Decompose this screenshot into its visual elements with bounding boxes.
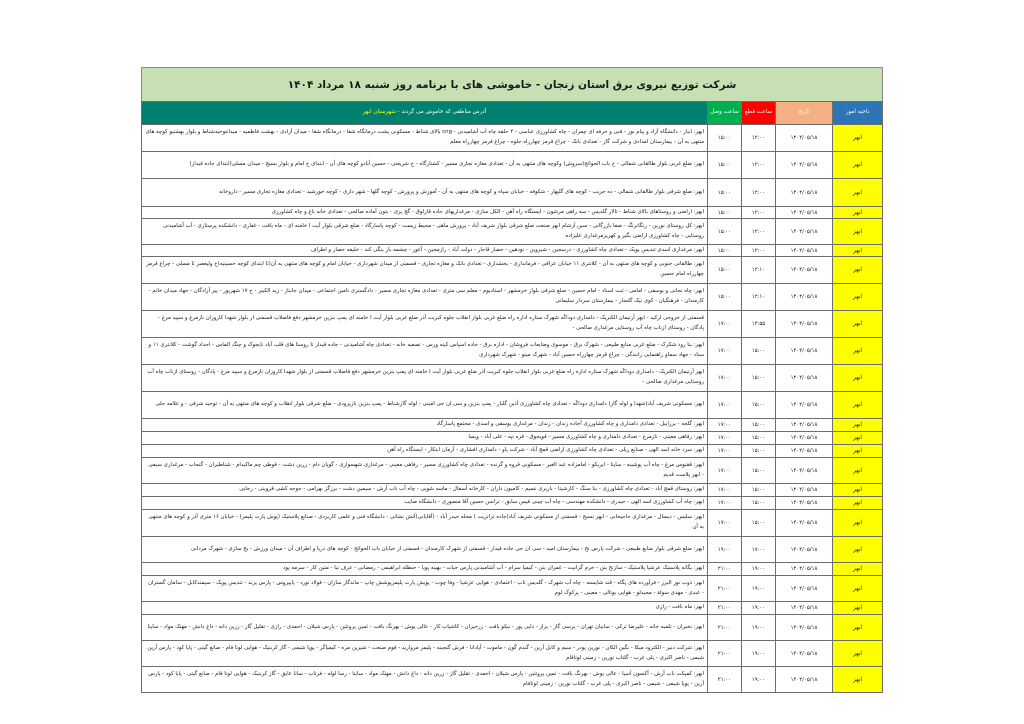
date-cell: ۱۴۰۴/۰۵/۱۸ bbox=[776, 257, 833, 284]
connect-time-cell: ۱۷:۰۰ bbox=[708, 432, 742, 445]
date-cell: ۱۴۰۴/۰۵/۱۸ bbox=[776, 510, 833, 537]
address-cell: ابهر: ذوب نور البرز - فرآورده های پگاه - قند شایسته - چاه آب شهرک - گلدیس تاب - اعتمادی - هوایی عرشیا - وفا چوب - پویش پارت پلیمرپوشش چاپ - ماندگار سازان - فولاد نورد - پاپیروس - پارس پرند - تندیس پویک - سیمندکابل - سامان گستران - عبدی - مهدی سولة - مجیدلو - هوایی بوتالی - معینی - پرکوک لوم bbox=[142, 576, 708, 602]
table-row bbox=[142, 458, 883, 484]
cut-time-cell: ۱۲:۰۰ bbox=[742, 207, 776, 219]
connect-time-cell: ۱۷:۰۰ bbox=[708, 311, 742, 338]
area-cell: ابهر bbox=[833, 365, 883, 392]
date-cell: ۱۴۰۴/۰۵/۱۸ bbox=[776, 667, 833, 693]
address-cell: ابهر: کل روستای نورین - رنگانرنگ - صفا بازرگانی - سین آرشام ابهر صنعت ضلع شرقی بلوار شریف آباد - پرورش ماهی - محیط زیست - کوچه پاسارگاد - ضلع شرقی بلوار آیت ا خامنه ای - ماه بافت - غفاری - دانشکده پرستاری - آب آشامیدنی روستایی - چاه کشاورزی اراضی بگیر و کهریزمرغداری علیزاده bbox=[142, 219, 708, 245]
cut-time-cell: ۱۹:۰۰ bbox=[742, 602, 776, 615]
table-row bbox=[142, 392, 883, 419]
area-cell: ابهر bbox=[833, 245, 883, 257]
cut-time-cell: ۱۵:۰۰ bbox=[742, 392, 776, 419]
area-cell: ابهر bbox=[833, 576, 883, 602]
date-cell: ۱۴۰۴/۰۵/۱۸ bbox=[776, 219, 833, 245]
address-cell: ابهر: بنا رود شکرک - ضلع غربی منابع طبیعی - شهرک برق - موسوی وضایعات فروشان - اداره برق - جاده اسپاس کینه ورس - تصفیه خانه - تعدادی چاه آشامیدنی - جاده قیدار تا روستا های قلب آباد نابجوک و چنگ الماس - اجداد گوشت - کلانتری ۱۱ و ستاد - جهاد سماو راهنمایی رانندگی - چراغ قرمز چهارراه حسین آباد - شهرک مینو - شهرک شهرداری bbox=[142, 338, 708, 365]
column-header-date: تاریخ bbox=[776, 102, 833, 125]
table-body bbox=[142, 125, 883, 693]
address-cell: ابهر: انبار - دانشگاه آزاد و پیام نور - فنی و حرفه ای چمران - چاه کشاورزی عباسی - ۴ حلقه چاه آب آشامیدنی - cng بالای شناط - مسکونی پشت درمانگاه شفا - درمانگاه شفا - میدان آزادی - بهشت فاطمیه - میدانتوحیدشناط و بلوار بهشتیو کوچه های منتهی به آن - بیمارستان امدادی و شرکت گاز - تعدادی بانک - چراغ قرمز چهارراه جلوه - چراغ قرمز چهارراه معلم bbox=[142, 125, 708, 152]
area-cell: ابهر bbox=[833, 667, 883, 693]
area-cell: ابهر bbox=[833, 257, 883, 284]
address-cell: ابهر: مرغداری اسدی تندیس پویک - تعدادی چاه کشاورزی - درسجین - شیروین - نودهین - حصار قاجار - دولت آباد - رازمجین - آغور - چشمه بار ینگی کند - خلیفه حصار و اطراف bbox=[142, 245, 708, 257]
area-cell: ابهر bbox=[833, 563, 883, 576]
table-row bbox=[142, 338, 883, 365]
date-cell: ۱۴۰۴/۰۵/۱۸ bbox=[776, 432, 833, 445]
date-cell: ۱۴۰۴/۰۵/۱۸ bbox=[776, 179, 833, 207]
connect-time-cell: ۱۷:۰۰ bbox=[708, 458, 742, 484]
table-row bbox=[142, 152, 883, 179]
connect-time-cell: ۱۷:۰۰ bbox=[708, 445, 742, 458]
cut-time-cell: ۱۵:۰۰ bbox=[742, 365, 776, 392]
date-cell: ۱۴۰۴/۰۵/۱۸ bbox=[776, 419, 833, 432]
address-cell: ابهر: سلیس - دیسال - مرغداری حاجیخانی - ابهر نسیج - قسمتی از مسکونی شریف آباد(جاده ترانزیت ) محله حیدر آباد - (آقایانی)آتش نشانی - دانشگاه فنی و علمی کاربردی - صنایع پلاستیک (پوش پارت پلیمر) - خیابان ۱۶ متری آذر و کوچه های منتهی به آن bbox=[142, 510, 708, 537]
area-cell: ابهر bbox=[833, 484, 883, 497]
table-row bbox=[142, 179, 883, 207]
address-cell: ابهر: نخیران - تلمبه خانه - علیرضا ترکی - سایبان تهران - پرسی گاز - بزاز - دایی پور - نیکو بافت - زرخیزان - کاشیاب کار - عالی پوش - بهرنگ بافت - ثمین پروتئین - پارس شیلان - احمدی - رازی - تقلیل گاز - زرین دانه - داغ دانش - مهتک مواد - ساینا bbox=[142, 615, 708, 641]
connect-time-cell: ۱۵:۰۰ bbox=[708, 152, 742, 179]
connect-time-cell: ۱۷:۰۰ bbox=[708, 392, 742, 419]
connect-time-cell: ۲۱:۰۰ bbox=[708, 576, 742, 602]
area-cell: ابهر bbox=[833, 284, 883, 311]
cut-time-cell: ۱۵:۰۰ bbox=[742, 497, 776, 510]
area-cell: ابهر bbox=[833, 207, 883, 219]
address-cell: قسمتی از خروجی ارکید - ابهر آرتیمان الکتریک - دامداری دوداڭه شهرک ستاره اداره راه ضلع غربی بلوار انقلاب جلوه کبریت آذر ضلع غربی بلوار آیت ا خامنه ای پمپ بنزین خرمشهر دفع فاضلاب قسمتی از بلوار شهدا کاروزان نازمرغ و سپید مرغ - پادگان - روستای ازناب چاه آب روستایی مرغداری صالحی - bbox=[142, 311, 708, 338]
date-cell: ۱۴۰۴/۰۵/۱۸ bbox=[776, 152, 833, 179]
table-row bbox=[142, 510, 883, 537]
area-cell: ابهر bbox=[833, 219, 883, 245]
address-cell: ابهر: ققنوس مرغ - چاه آب پوشینه - ساینا - ایریکو - امامزاده عبد الغیر - مسکونی قروه و گرنده - تعدادی چاه کشاورزی مسیر - رفاهی معینی - مرغداری شهسواری - گوپان دام - زرین دشت - قوطی چم ماکیدام - شناطیران - گنجاب - مرغداری سیفی - ابهر پلاست قدیم bbox=[142, 458, 708, 484]
date-cell: ۱۴۰۴/۰۵/۱۸ bbox=[776, 497, 833, 510]
table-row bbox=[142, 257, 883, 284]
address-cell: ابهر: اراضی و روستاهای بالای شناط - تالار گلدیس - سه راهی مرشون - ایستگاه راه آهن - الکل سازی - مرغداریهای جاده قارلوق - گچ پزی - بتون آماده صالحی - تعدادی خانه باغ و چاه کشاورزی bbox=[142, 207, 708, 219]
connect-time-cell: ۲۱:۰۰ bbox=[708, 602, 742, 615]
date-cell: ۱۴۰۴/۰۵/۱۸ bbox=[776, 392, 833, 419]
column-header-connect-time: ساعت وصل bbox=[708, 102, 742, 125]
date-cell: ۱۴۰۴/۰۵/۱۸ bbox=[776, 615, 833, 641]
cut-time-cell: ۱۹:۰۰ bbox=[742, 576, 776, 602]
cut-time-cell: ۱۹:۰۰ bbox=[742, 615, 776, 641]
table-row bbox=[142, 365, 883, 392]
column-header-area: ناحیه امور bbox=[833, 102, 883, 125]
document-title: شرکت توزیع نیروی برق استان زنجان - خاموشی های با برنامه روز شنبه ۱۸ مرداد ۱۴۰۴ bbox=[141, 67, 883, 101]
date-cell: ۱۴۰۴/۰۵/۱۸ bbox=[776, 563, 833, 576]
area-cell: ابهر bbox=[833, 179, 883, 207]
table-row bbox=[142, 284, 883, 311]
date-cell: ۱۴۰۴/۰۵/۱۸ bbox=[776, 338, 833, 365]
connect-time-cell: ۱۷:۰۰ bbox=[708, 365, 742, 392]
cut-time-cell: ۱۵:۰۰ bbox=[742, 445, 776, 458]
connect-time-cell: ۱۷:۰۰ bbox=[708, 484, 742, 497]
connect-time-cell: ۱۵:۰۰ bbox=[708, 207, 742, 219]
address-cell: ابهر: ضلع غربی بلوار طالقانی شمالی - خ باب الحوائج(سروش) وکوچه های منتهی به آن - تعدادی مغازه تجاری مسیر - کشتارگاه - خ شریعتی - حسین آبادو کوچه های آن - ابتدای خ امام و بلوار بسیج - میدان مسلی(ابتدای جاده قیدار) bbox=[142, 152, 708, 179]
cut-time-cell: ۱۲:۰۰ bbox=[742, 245, 776, 257]
date-cell: ۱۴۰۴/۰۵/۱۸ bbox=[776, 458, 833, 484]
connect-time-cell: ۱۷:۰۰ bbox=[708, 510, 742, 537]
area-cell: ابهر bbox=[833, 419, 883, 432]
date-cell: ۱۴۰۴/۰۵/۱۸ bbox=[776, 641, 833, 667]
table-row bbox=[142, 497, 883, 510]
table-row bbox=[142, 576, 883, 602]
cut-time-cell: ۱۴:۵۵ bbox=[742, 311, 776, 338]
date-cell: ۱۴۰۴/۰۵/۱۸ bbox=[776, 125, 833, 152]
date-cell: ۱۴۰۴/۰۵/۱۸ bbox=[776, 207, 833, 219]
table-row bbox=[142, 125, 883, 152]
connect-time-cell: ۲۱:۰۰ bbox=[708, 615, 742, 641]
table-row bbox=[142, 641, 883, 667]
cut-time-cell: ۱۲:۰۰ bbox=[742, 125, 776, 152]
cut-time-cell: ۱۲:۰۰ bbox=[742, 179, 776, 207]
table-row bbox=[142, 602, 883, 615]
date-cell: ۱۴۰۴/۰۵/۱۸ bbox=[776, 602, 833, 615]
city-name: شهرستان ابهر bbox=[362, 109, 396, 116]
table-header-row bbox=[142, 102, 883, 125]
outage-table bbox=[141, 101, 883, 693]
cut-time-cell: ۱۲:۱۰ bbox=[742, 257, 776, 284]
area-cell: ابهر bbox=[833, 641, 883, 667]
date-cell: ۱۴۰۴/۰۵/۱۸ bbox=[776, 484, 833, 497]
address-cell: ابهر: شرکت دنیز - الکترود میکا - نگین الکان - نورین پودر - سیم و کابل آرین - گندم گون - ماموت - آپادانا - فرش گنجینه - پلیمر مروارید - فوم صنعت - شیرین مزه - کیمیاگر - پویا شیمی - گاز کربنیک - هوایی لوتا فام - صانع گیتی - پایا کود - پارس آرین شیمی - ناصر اکبری - پلی غرب - گلتاب نورین - زمینی لوتافام bbox=[142, 641, 708, 667]
date-cell: ۱۴۰۴/۰۵/۱۸ bbox=[776, 245, 833, 257]
address-cell: ابهر: طالقانی جنوبی و کوچه های منتهی به آن - کلانتری ۱۱ خیابان عراقی - فرمانداری - بخشداری - تعدادی بانک و مغازه تجاری - قسمتی از میدان شهرداری - خیابان امام و کوچه های منتهی به آن(تا ابتدای کوچه حسینیه)خ ولیعصر تا مسلی - چراغ قرمز چهارراه امام حسین bbox=[142, 257, 708, 284]
table-row bbox=[142, 615, 883, 641]
address-header-label: آدرس مناطقی که خاموش می گردند - bbox=[395, 109, 487, 116]
area-cell: ابهر bbox=[833, 510, 883, 537]
cut-time-cell: ۱۵:۰۰ bbox=[742, 432, 776, 445]
address-cell: ابهر: چاه نجاتی و یوسفی - امامی - ثبت اسناد - امام حسین - ضلع شرقی بلوار خرمشهر - استادیوم - معلم سی متری - تعدادی مغازه تجاری مسیر - دادگستری تامین اجتماعی - میدان جانباز - زید الکبیر - خ ۱۷ شهریور - پیر آزادگان - جهاد میدان خاتم - کارمندان - فرهنگیان - کوی نیک گلسار - بیمارستان سردار سلیمانی bbox=[142, 284, 708, 311]
cut-time-cell: ۱۵:۰۰ bbox=[742, 510, 776, 537]
cut-time-cell: ۱۹:۰۰ bbox=[742, 563, 776, 576]
connect-time-cell: ۱۵:۰۰ bbox=[708, 125, 742, 152]
connect-time-cell: ۱۵:۰۰ bbox=[708, 284, 742, 311]
table-row bbox=[142, 432, 883, 445]
address-cell: ابهر: ضلع شرقی بلوار طالقانی شمالی - ده جریب - کوچه های گلپهار - شکوفه - خیابان سپاه و کوچه های منتهی به آن - آموزش و پرورش - کوچه گلها - شهر داری - کوچه خورشید - تعدادی مغازه تجاری مسیر - داروخانه bbox=[142, 179, 708, 207]
date-cell: ۱۴۰۴/۰۵/۱۸ bbox=[776, 537, 833, 563]
date-cell: ۱۴۰۴/۰۵/۱۸ bbox=[776, 576, 833, 602]
connect-time-cell: ۱۵:۰۰ bbox=[708, 257, 742, 284]
address-cell: ابهر: چاه آب کشاورزی اسد الهی - حیدری - دانشکده مهندسی - چاه آب چینی فیس سابق - ترانس حسین آقا منصوری - دانشگاه صایب bbox=[142, 497, 708, 510]
connect-time-cell: ۱۷:۰۰ bbox=[708, 497, 742, 510]
address-cell: ابهر: روستای قمچ آباد - تعدادی چاه کشاورزی - بنا سنگ - کارشینا - باربری نسیم - کامیون داران - کارخانه آسفال - ماسه شویی - چاه آب ناب آرش - سیمین دشت - برزگز بهرامی - جوجه کشی قزوینی - رجایی bbox=[142, 484, 708, 497]
address-cell: ابهر: مسکونی شریف آباد(شهدا و لوله گاز) دامداری دوداڭه - تعدادی چاه کشاورزی آذین گلبار - پمپ بنزین و سی ان جی امینی - لوله گازشناط - پمپ بنزین نازپرودی - ضلع شرقی بلوار انقلاب و کوچه های منتهی به آن - توحید شرقی - و علامه حلی bbox=[142, 392, 708, 419]
connect-time-cell: ۲۱:۰۰ bbox=[708, 563, 742, 576]
connect-time-cell: ۱۷:۰۰ bbox=[708, 338, 742, 365]
date-cell: ۱۴۰۴/۰۵/۱۸ bbox=[776, 445, 833, 458]
date-cell: ۱۴۰۴/۰۵/۱۸ bbox=[776, 284, 833, 311]
cut-time-cell: ۱۵:۰۰ bbox=[742, 484, 776, 497]
table-row bbox=[142, 311, 883, 338]
column-header-cut-time: ساعت قطع bbox=[742, 102, 776, 125]
column-header-address bbox=[142, 102, 708, 125]
date-cell: ۱۴۰۴/۰۵/۱۸ bbox=[776, 311, 833, 338]
address-cell: ابهر: یگانه پلاستیک عرشیا پلاستیک - سازنخ بتن - خرم گرانیت - عمران بتن - کیمیا سرام - آب آشامیدنی پارس حیات - بهینه پویا - حنظله ابراهیمی - رمضانی - عرف نیا - متین کار - سرمه پود bbox=[142, 563, 708, 576]
cut-time-cell: ۱۹:۰۰ bbox=[742, 641, 776, 667]
address-cell: ابهر آرتیمان الکتریک - دامداری دوداڭه شهرک ستاره اداره راه ضلع غربی بلوار انقلاب جلوه کبریت آذر ضلع غربی بلوار آیت ا خامنه ای پمپ بنزین خرمشهر دفع فاضلاب قسمتی از بلوار شهدا کاروزان نازمرغ و سپید مرغ - پادگان - روستای ازناب چاه آب روستایی مرغداری صالحی - bbox=[142, 365, 708, 392]
connect-time-cell: ۱۵:۰۰ bbox=[708, 219, 742, 245]
connect-time-cell: ۱۷:۰۰ bbox=[708, 419, 742, 432]
area-cell: ابهر bbox=[833, 615, 883, 641]
area-cell: ابهر bbox=[833, 445, 883, 458]
area-cell: ابهر bbox=[833, 392, 883, 419]
address-cell: ابهر: ضلع شرقی بلوار منابع طبیعی - شرکت پارس نخ - بیمارستان امید - سی ان جی جاده قیدار - قسمتی از شهرک کارمندان - قسمتی از خیابان باب الحوائج - کوچه های دریا و اطراف آن - میدان ورزش - یخ سازی - شهرک مردانی bbox=[142, 537, 708, 563]
cut-time-cell: ۱۹:۰۰ bbox=[742, 667, 776, 693]
connect-time-cell: ۱۹:۰۰ bbox=[708, 537, 742, 563]
area-cell: ابهر bbox=[833, 338, 883, 365]
table-row bbox=[142, 419, 883, 432]
cut-time-cell: ۱۲:۰۰ bbox=[742, 152, 776, 179]
cut-time-cell: ۱۷:۰۰ bbox=[742, 537, 776, 563]
table-row bbox=[142, 219, 883, 245]
area-cell: ابهر bbox=[833, 311, 883, 338]
address-cell: ابهر: کمپکت ناب آرش - آکسون آسیا - عالی پوش - بهرنگ بافت - ثمین پروتئین - پارس شیلان - احمدی - تقلیل گاز - زرین دانه - داغ دانش - مهتک مواد - ساینا - رسا لوله - فرتاب - سانا عایق - گاز کربنیک - هوایی لوتا فام - صانع گیتی - پایا کود - پارس آرین - پویا شیمی - شیمی - ناصر اکبری - پلی غرب - گلتاب نورین - زمینی لوتافام bbox=[142, 667, 708, 693]
connect-time-cell: ۱۵:۰۰ bbox=[708, 245, 742, 257]
table-row bbox=[142, 445, 883, 458]
area-cell: ابهر bbox=[833, 125, 883, 152]
table-row bbox=[142, 563, 883, 576]
address-cell: ابهر: رفاهی معینی - نازمرغ - تعدادی دامداری و چاه کشاورزی مسیر - قویجوق - قره تپه - علی آباد - ویسا bbox=[142, 432, 708, 445]
area-cell: ابهر bbox=[833, 602, 883, 615]
cut-time-cell: ۱۵:۰۰ bbox=[742, 419, 776, 432]
address-cell: ابهر: ماه بافت - رازی bbox=[142, 602, 708, 615]
date-cell: ۱۴۰۴/۰۵/۱۸ bbox=[776, 365, 833, 392]
cut-time-cell: ۱۵:۰۰ bbox=[742, 458, 776, 484]
area-cell: ابهر bbox=[833, 432, 883, 445]
cut-time-cell: ۱۲:۰۰ bbox=[742, 219, 776, 245]
address-cell: ابهر: سرد خانه اسد الهی - صنایع ریلی - تعدادی چاه کشاورزی اراضی قمچ آباد - شرکت پاو - دامداری افشاری - آرمان ابتکار - ایستگاه راه آهن bbox=[142, 445, 708, 458]
outage-schedule-sheet bbox=[141, 67, 883, 693]
area-cell: ابهر bbox=[833, 458, 883, 484]
table-row bbox=[142, 207, 883, 219]
table-row bbox=[142, 537, 883, 563]
connect-time-cell: ۲۱:۰۰ bbox=[708, 667, 742, 693]
cut-time-cell: ۱۵:۰۰ bbox=[742, 338, 776, 365]
table-row bbox=[142, 667, 883, 693]
table-row bbox=[142, 245, 883, 257]
table-row bbox=[142, 484, 883, 497]
address-cell: ابهر: گلجه - برزابیل - تعدادی دامداری و چاه کشاورزی آجاده زندان - زندان - مرغداری یوسفی و اسدی - مجتمع پاسارگاد bbox=[142, 419, 708, 432]
area-cell: ابهر bbox=[833, 152, 883, 179]
connect-time-cell: ۱۵:۰۰ bbox=[708, 179, 742, 207]
cut-time-cell: ۱۲:۱۰ bbox=[742, 284, 776, 311]
area-cell: ابهر bbox=[833, 497, 883, 510]
connect-time-cell: ۲۱:۰۰ bbox=[708, 641, 742, 667]
area-cell: ابهر bbox=[833, 537, 883, 563]
